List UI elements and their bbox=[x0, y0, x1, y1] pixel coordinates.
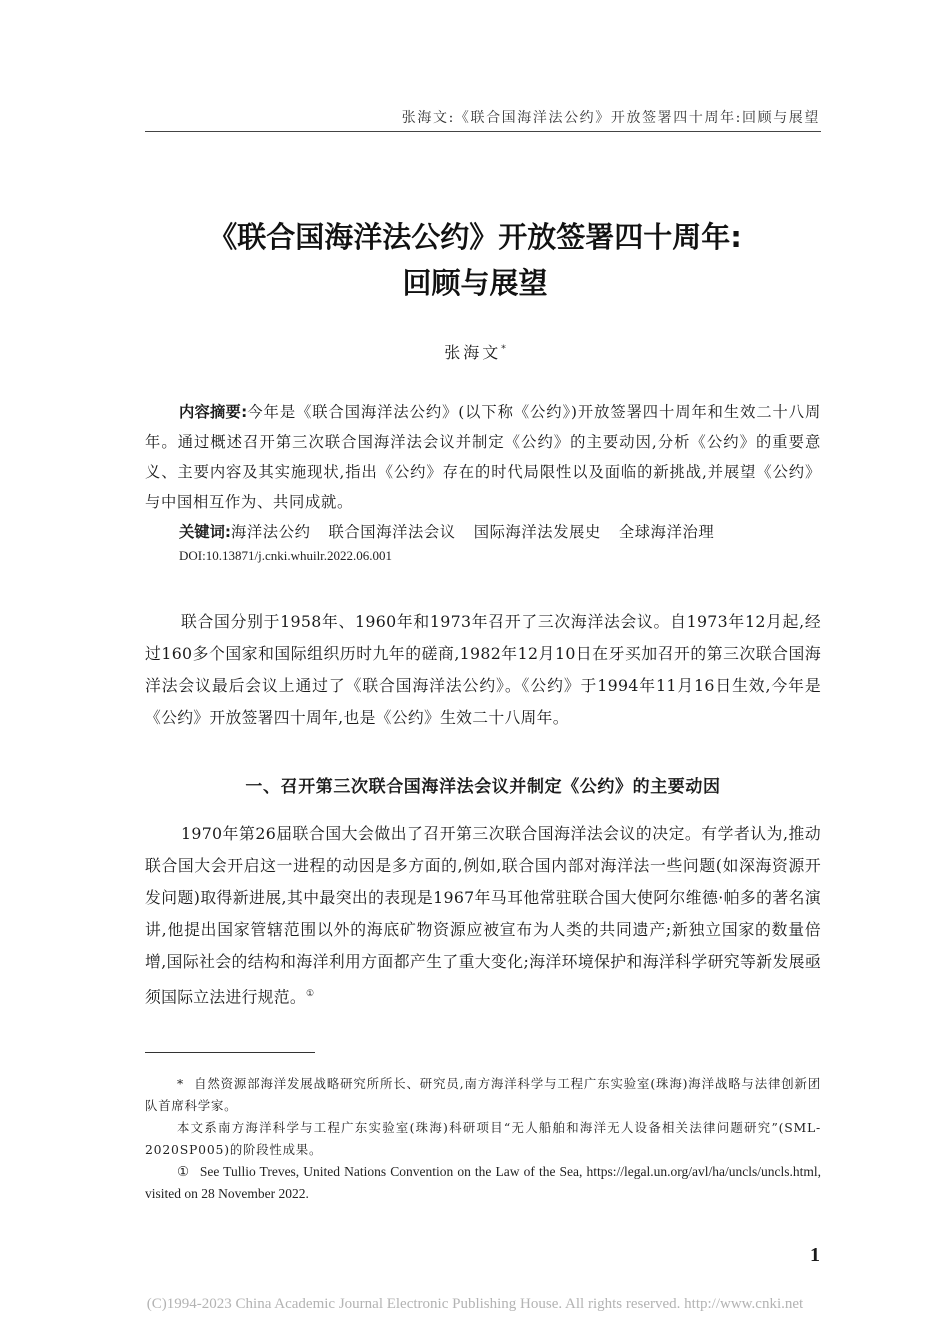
doi[interactable]: DOI:10.13871/j.cnki.whuilr.2022.06.001 bbox=[179, 548, 393, 563]
body-paragraph-1: 联合国分别于1958年、1960年和1973年召开了三次海洋法会议。自1973年12月起,经过160多个国家和国际组织历时九年的磋商,1982年12月10日在牙买加召开的第三次联合国海洋法会议最后会议上通过了《联合国海洋法公约》。《公约》于1994年11月16日生效,今年是《公约》开放签署四十周年,也是《公约》生效二十八周年。 bbox=[145, 612, 821, 727]
author-name: 张海文 bbox=[444, 343, 502, 362]
copyright-watermark: (C)1994-2023 China Academic Journal Electronic Publishing House. All rights reserved. http://www.cnki.net bbox=[146, 1296, 804, 1312]
title-line-2: 回顾与展望 bbox=[402, 266, 548, 300]
footnote-author-text: 自然资源部海洋发展战略研究所所长、研究员,南方海洋科学与工程广东实验室(珠海)海洋战略与法律创新团队首席科学家。 bbox=[145, 1076, 821, 1113]
article-title bbox=[100, 214, 850, 306]
keywords-label: 关键词: bbox=[179, 523, 232, 541]
page-number: 1 bbox=[810, 1244, 820, 1266]
footnote-1-text: See Tullio Treves, United Nations Convention on the Law of the Sea, https://legal.un.org/avl/ha/uncls/uncls.html, visited on 28 November 2022. bbox=[145, 1164, 821, 1201]
footnote-ref-1[interactable]: ① bbox=[305, 989, 315, 999]
keyword-item: 海洋法公约 bbox=[231, 523, 311, 541]
keyword-item: 全球海洋治理 bbox=[618, 523, 715, 541]
footnote-funding: 本文系南方海洋科学与工程广东实验室(珠海)科研项目“无人船舶和海洋无人设备相关法律问题研究”(SML-2020SP005)的阶段性成果。 bbox=[145, 1120, 821, 1157]
body-paragraph-2-text: 1970年第26届联合国大会做出了召开第三次联合国海洋法会议的决定。有学者认为,推动联合国大会开启这一进程的动因是多方面的,例如,联合国内部对海洋法一些问题(如深海资源开发问题)取得新进展,其中最突出的表现是1967年马耳他常驻联合国大使阿尔维德·帕多的著名演讲,他提出国家管辖范围以外的海底矿物资源应被宣布为人类的共同遗产;新独立国家的数量倍增,国际社会的结构和海洋利用方面都产生了重大变化;海洋环境保护和海洋科学研究等新发展亟须国际立法进行规范。 bbox=[145, 824, 821, 1007]
abstract bbox=[145, 397, 821, 517]
keyword-item: 联合国海洋法会议 bbox=[328, 523, 456, 541]
abstract-label: 内容摘要: bbox=[179, 403, 248, 421]
running-head: 张海文:《联合国海洋法公约》开放签署四十周年:回顾与展望 bbox=[401, 110, 820, 126]
footnote-author bbox=[145, 1073, 821, 1117]
title-line-1: 《联合国海洋法公约》开放签署四十周年: bbox=[208, 220, 742, 254]
footnote-1 bbox=[145, 1161, 821, 1205]
author-byline bbox=[100, 340, 850, 363]
author-footnote-mark[interactable]: * bbox=[501, 344, 506, 355]
footnote-author-mark: * bbox=[177, 1076, 184, 1091]
body-paragraph-2 bbox=[145, 818, 821, 1013]
abstract-text: 今年是《联合国海洋法公约》(以下称《公约》)开放签署四十周年和生效二十八周年。通过概述召开第三次联合国海洋法会议并制定《公约》的主要动因,分析《公约》的重要意义、主要内容及其实施现状,指出《公约》存在的时代局限性以及面临的新挑战,并展望《公约》与中国相互作为、共同成就。 bbox=[145, 403, 821, 511]
keyword-item: 国际海洋法发展史 bbox=[473, 523, 601, 541]
section-heading-1: 一、召开第三次联合国海洋法会议并制定《公约》的主要动因 bbox=[245, 777, 721, 797]
footnote-1-mark: ① bbox=[177, 1164, 190, 1179]
keywords bbox=[179, 519, 839, 545]
header-rule bbox=[145, 131, 821, 132]
footnote-rule bbox=[145, 1052, 315, 1053]
footnotes bbox=[145, 1073, 821, 1205]
